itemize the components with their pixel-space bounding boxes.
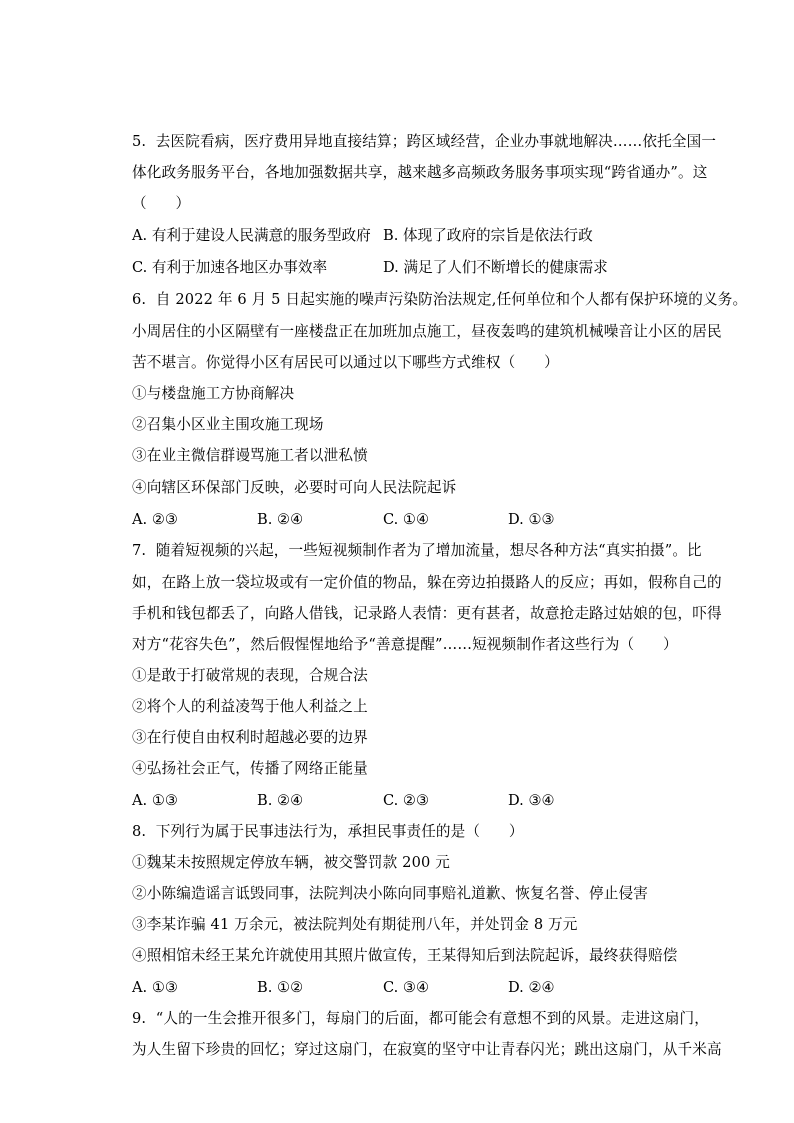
q7-statement-1: ①是敢于打破常规的表现，合规合法 [132,667,368,684]
q6-stem-line-3: 苦不堪言。你觉得小区有居民可以通过以下哪些方式维权（ ） [132,354,559,371]
q8-statement-4: ④照相馆未经王某允许就使用其照片做宣传，王某得知后到法院起诉，最终获得赔偿 [132,947,678,964]
q8-statement-3: ③李某诈骗 41 万余元，被法院判处有期徒刑八年，并处罚金 8 万元 [132,916,578,933]
q7-statement-2: ②将个人的利益凌驾于他人利益之上 [132,698,368,715]
q7-statement-3: ③在行使自由权利时超越必要的边界 [132,729,368,746]
q5-option-a: A. 有利于建设人民满意的服务型政府 [132,227,371,244]
q5-option-b: B. 体现了政府的宗旨是依法行政 [383,227,593,244]
q6-option-a: A. ②③ [132,511,178,528]
q6-statement-2: ②召集小区业主围攻施工现场 [132,416,324,433]
q5-stem-line-2: 体化政务服务平台，各地加强数据共享，越来越多高频政务服务事项实现“跨省通办”。这 [132,164,708,181]
q9-stem-line-1: 9. “人的一生会推开很多门，每扇门的后面，都可能会有意想不到的风景。走进这扇门， [132,1010,709,1027]
q7-stem-line-4: 对方“花容失色”，然后假惺惺地给予“善意提醒”……短视频制作者这些行为（ ） [132,636,678,653]
q7-stem-line-1: 7. 随着短视频的兴起，一些短视频制作者为了增加流量，想尽各种方法“真实拍摄”。比 [132,542,702,559]
q8-option-b: B. ①② [257,979,304,996]
q7-stem-line-3: 手机和钱包都丢了，向路人借钱，记录路人表情：更有甚者，故意抢走路过姑娘的包，吓得 [132,605,722,622]
q8-option-c: C. ③④ [383,979,430,996]
q5-stem-line-3: （ ） [132,195,191,212]
q7-option-c: C. ②③ [383,792,430,809]
q6-statement-3: ③在业主微信群谩骂施工者以泄私愤 [132,447,368,464]
q7-option-b: B. ②④ [257,792,304,809]
q6-stem-line-1: 6. 自 2022 年 6 月 5 日起实施的噪声污染防治法规定,任何单位和个人都有保护环境的义务。 [132,291,748,308]
q5-stem-line-1: 5. 去医院看病，医疗费用异地直接结算；跨区域经营，企业办事就地解决……依托全国一 [132,133,717,150]
q6-statement-4: ④向辖区环保部门反映，必要时可向人民法院起诉 [132,479,457,496]
q8-option-a: A. ①③ [132,979,178,996]
q9-stem-line-2: 为人生留下珍贵的回忆；穿过这扇门，在寂寞的坚守中让青春闪光；跳出这扇门，从千米高 [132,1041,722,1058]
q7-statement-4: ④弘扬社会正气，传播了网络正能量 [132,760,368,777]
q7-option-d: D. ③④ [508,792,555,809]
q8-stem-line-1: 8. 下列行为属于民事违法行为，承担民事责任的是（ ） [132,823,524,840]
q6-option-b: B. ②④ [257,511,304,528]
q7-option-a: A. ①③ [132,792,178,809]
q5-option-c: C. 有利于加速各地区办事效率 [132,259,328,276]
q5-option-d: D. 满足了人们不断增长的健康需求 [383,259,608,276]
q6-option-c: C. ①④ [383,511,430,528]
q8-statement-2: ②小陈编造谣言诋毁同事，法院判决小陈向同事赔礼道歉、恢复名誉、停止侵害 [132,885,649,902]
q6-stem-line-2: 小周居住的小区隔壁有一座楼盘正在加班加点施工，昼夜轰鸣的建筑机械噪音让小区的居民 [132,323,722,340]
q6-statement-1: ①与楼盘施工方协商解决 [132,385,295,402]
q8-statement-1: ①魏某未按照规定停放车辆，被交警罚款 200 元 [132,854,451,871]
q8-option-d: D. ②④ [508,979,555,996]
q7-stem-line-2: 如，在路上放一袋垃圾或有一定价值的物品，躲在旁边拍摄路人的反应；再如，假称自己的 [132,574,722,591]
q6-option-d: D. ①③ [508,511,555,528]
